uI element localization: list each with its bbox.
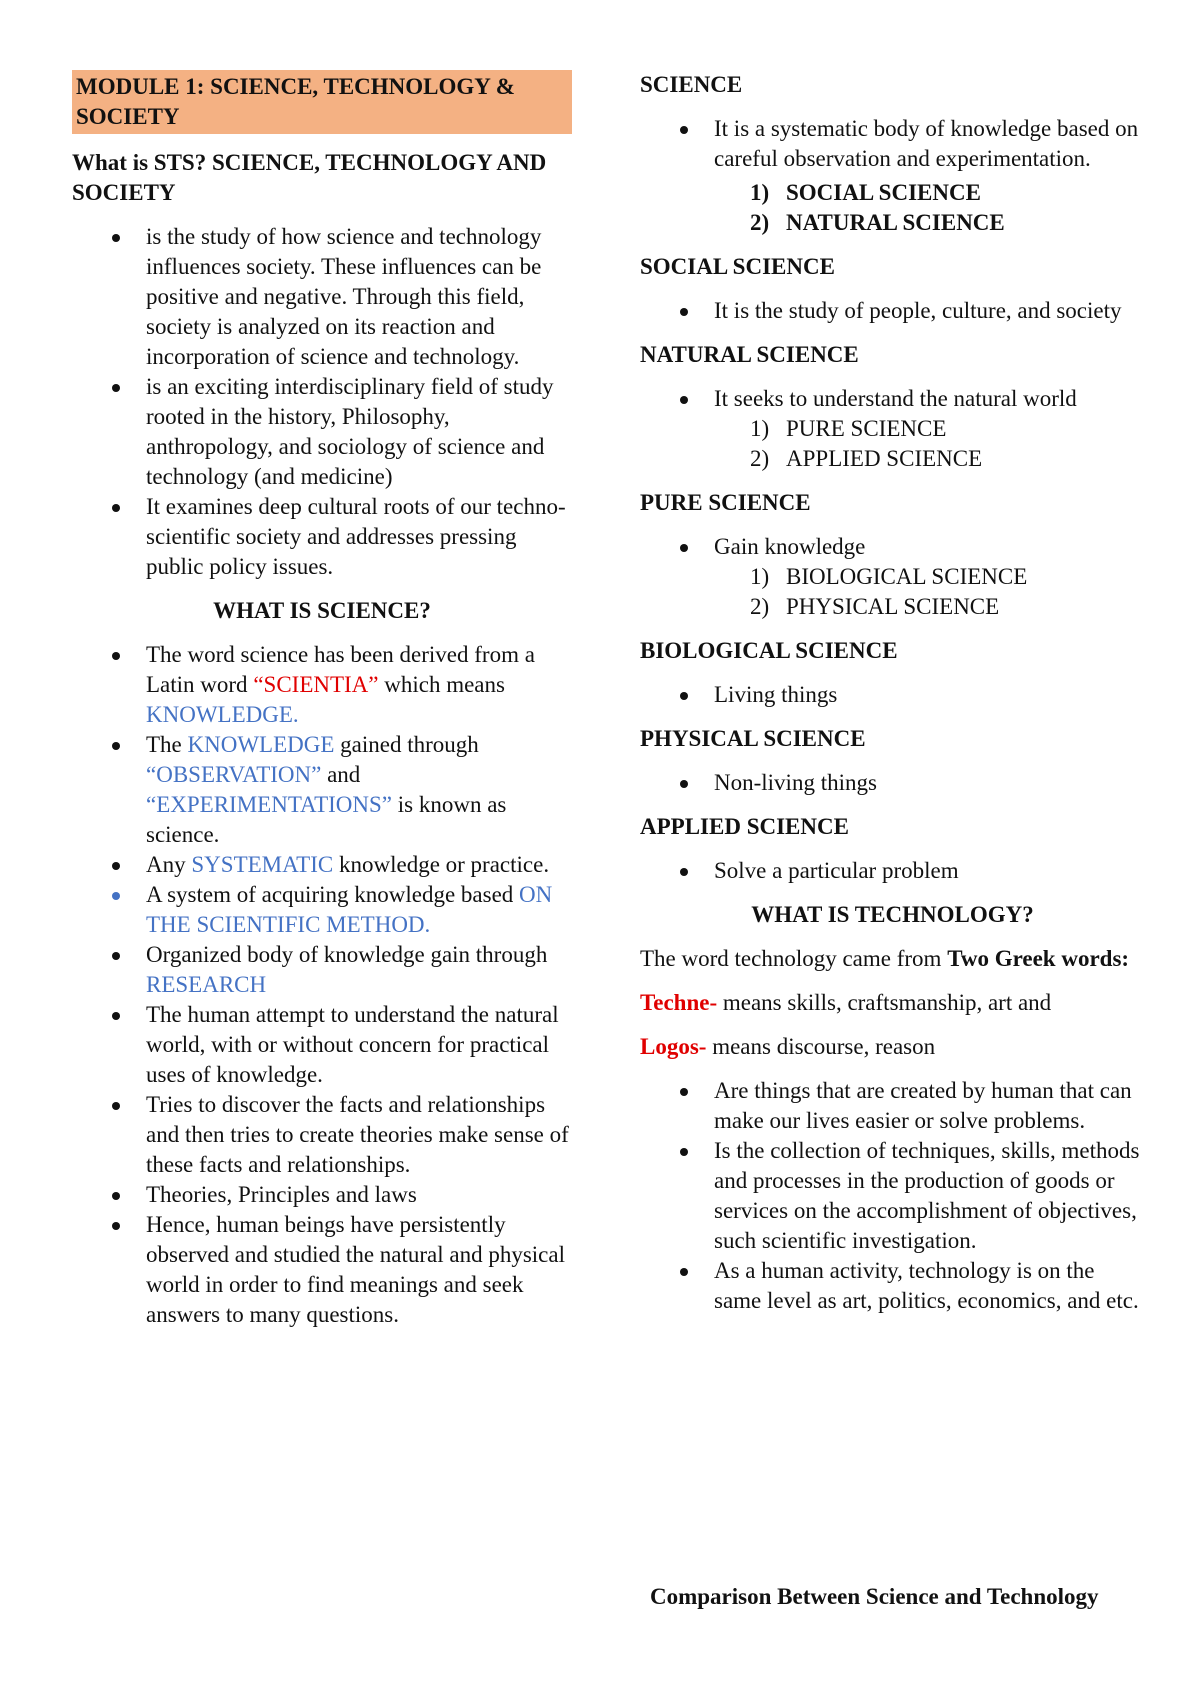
what-is-technology-heading: WHAT IS TECHNOLOGY? [751, 902, 1034, 927]
list-item: As a human activity, technology is on the same level as art, politics, economics, and etc. [640, 1256, 1145, 1316]
comparison-heading: Comparison Between Science and Technology [650, 1584, 1099, 1609]
science-branches-list [640, 178, 1145, 238]
logos-definition: Logos- means discourse, reason [640, 1034, 936, 1059]
list-item: 2) APPLIED SCIENCE [750, 446, 983, 471]
list-item: The KNOWLEDGE gained through “OBSERVATION” and “EXPERIMENTATIONS” is known as science. [72, 730, 572, 850]
list-item: Non-living things [640, 768, 1145, 798]
list-item: Organized body of knowledge gain through RESEARCH [72, 940, 572, 1000]
list-item: It is the study of people, culture, and society [640, 296, 1145, 326]
social-science-heading: SOCIAL SCIENCE [640, 254, 835, 279]
list-item: Is the collection of techniques, skills, methods and processes in the production of goods or services on the accomplishment of objectives, such scientific investigation. [640, 1136, 1145, 1256]
left-column [72, 70, 572, 1344]
biological-science-heading: BIOLOGICAL SCIENCE [640, 638, 898, 663]
what-is-science-heading: WHAT IS SCIENCE? [213, 598, 431, 623]
list-item: 2) PHYSICAL SCIENCE [750, 594, 1000, 619]
list-item: Are things that are created by human that can make our lives easier or solve problems. [640, 1076, 1145, 1136]
right-column [640, 70, 1145, 1330]
list-item: It is a systematic body of knowledge based on careful observation and experimentation. [640, 114, 1145, 174]
pure-science-heading: PURE SCIENCE [640, 490, 811, 515]
list-item: It examines deep cultural roots of our techno- scientific society and addresses pressing public policy issues. [72, 492, 572, 582]
list-item: 1) BIOLOGICAL SCIENCE [750, 564, 1028, 589]
science-heading: SCIENCE [640, 72, 743, 97]
list-item: Theories, Principles and laws [72, 1180, 572, 1210]
science-bullet-list [72, 640, 572, 1330]
list-item: A system of acquiring knowledge based ON THE SCIENTIFIC METHOD. [72, 880, 572, 940]
science-def-list [640, 114, 1145, 174]
list-item: 1) PURE SCIENCE [750, 416, 947, 441]
applied-science-heading: APPLIED SCIENCE [640, 814, 849, 839]
list-item: 1) SOCIAL SCIENCE [750, 180, 981, 205]
module-title: MODULE 1: SCIENCE, TECHNOLOGY & SOCIETY [72, 70, 572, 134]
list-item: It seeks to understand the natural world [640, 384, 1145, 414]
techne-definition: Techne- means skills, craftsmanship, art and [640, 990, 1052, 1015]
list-item: Any SYSTEMATIC knowledge or practice. [72, 850, 572, 880]
list-item: is an exciting interdisciplinary field of study rooted in the history, Philosophy, anthropology, and sociology of science and technology (and medicine) [72, 372, 572, 492]
sts-heading: What is STS? SCIENCE, TECHNOLOGY AND SOCIETY [72, 150, 547, 205]
list-item: Gain knowledge [640, 532, 1145, 562]
technology-bullet-list [640, 1076, 1145, 1316]
list-item: The word science has been derived from a Latin word “SCIENTIA” which means KNOWLEDGE. [72, 640, 572, 730]
list-item: 2) NATURAL SCIENCE [750, 210, 1005, 235]
scientia-term: “SCIENTIA” [253, 672, 379, 697]
list-item: is the study of how science and technology influences society. These influences can be positive and negative. Through this field, society is analyzed on its reaction and incorporation of science and technology. [72, 222, 572, 372]
list-item: Hence, human beings have persistently observed and studied the natural and physical world in order to find meanings and seek answers to many questions. [72, 1210, 572, 1330]
list-item: Tries to discover the facts and relationships and then tries to create theories make sense of these facts and relationships. [72, 1090, 572, 1180]
list-item: Solve a particular problem [640, 856, 1145, 886]
physical-science-heading: PHYSICAL SCIENCE [640, 726, 866, 751]
pure-branches-list [640, 562, 1145, 622]
technology-intro: The word technology came from Two Greek words: [640, 946, 1130, 971]
list-item: Living things [640, 680, 1145, 710]
list-item: The human attempt to understand the natural world, with or without concern for practical uses of knowledge. [72, 1000, 572, 1090]
natural-branches-list [640, 414, 1145, 474]
sts-bullet-list [72, 222, 572, 582]
knowledge-term: KNOWLEDGE. [146, 702, 299, 727]
natural-science-heading: NATURAL SCIENCE [640, 342, 859, 367]
